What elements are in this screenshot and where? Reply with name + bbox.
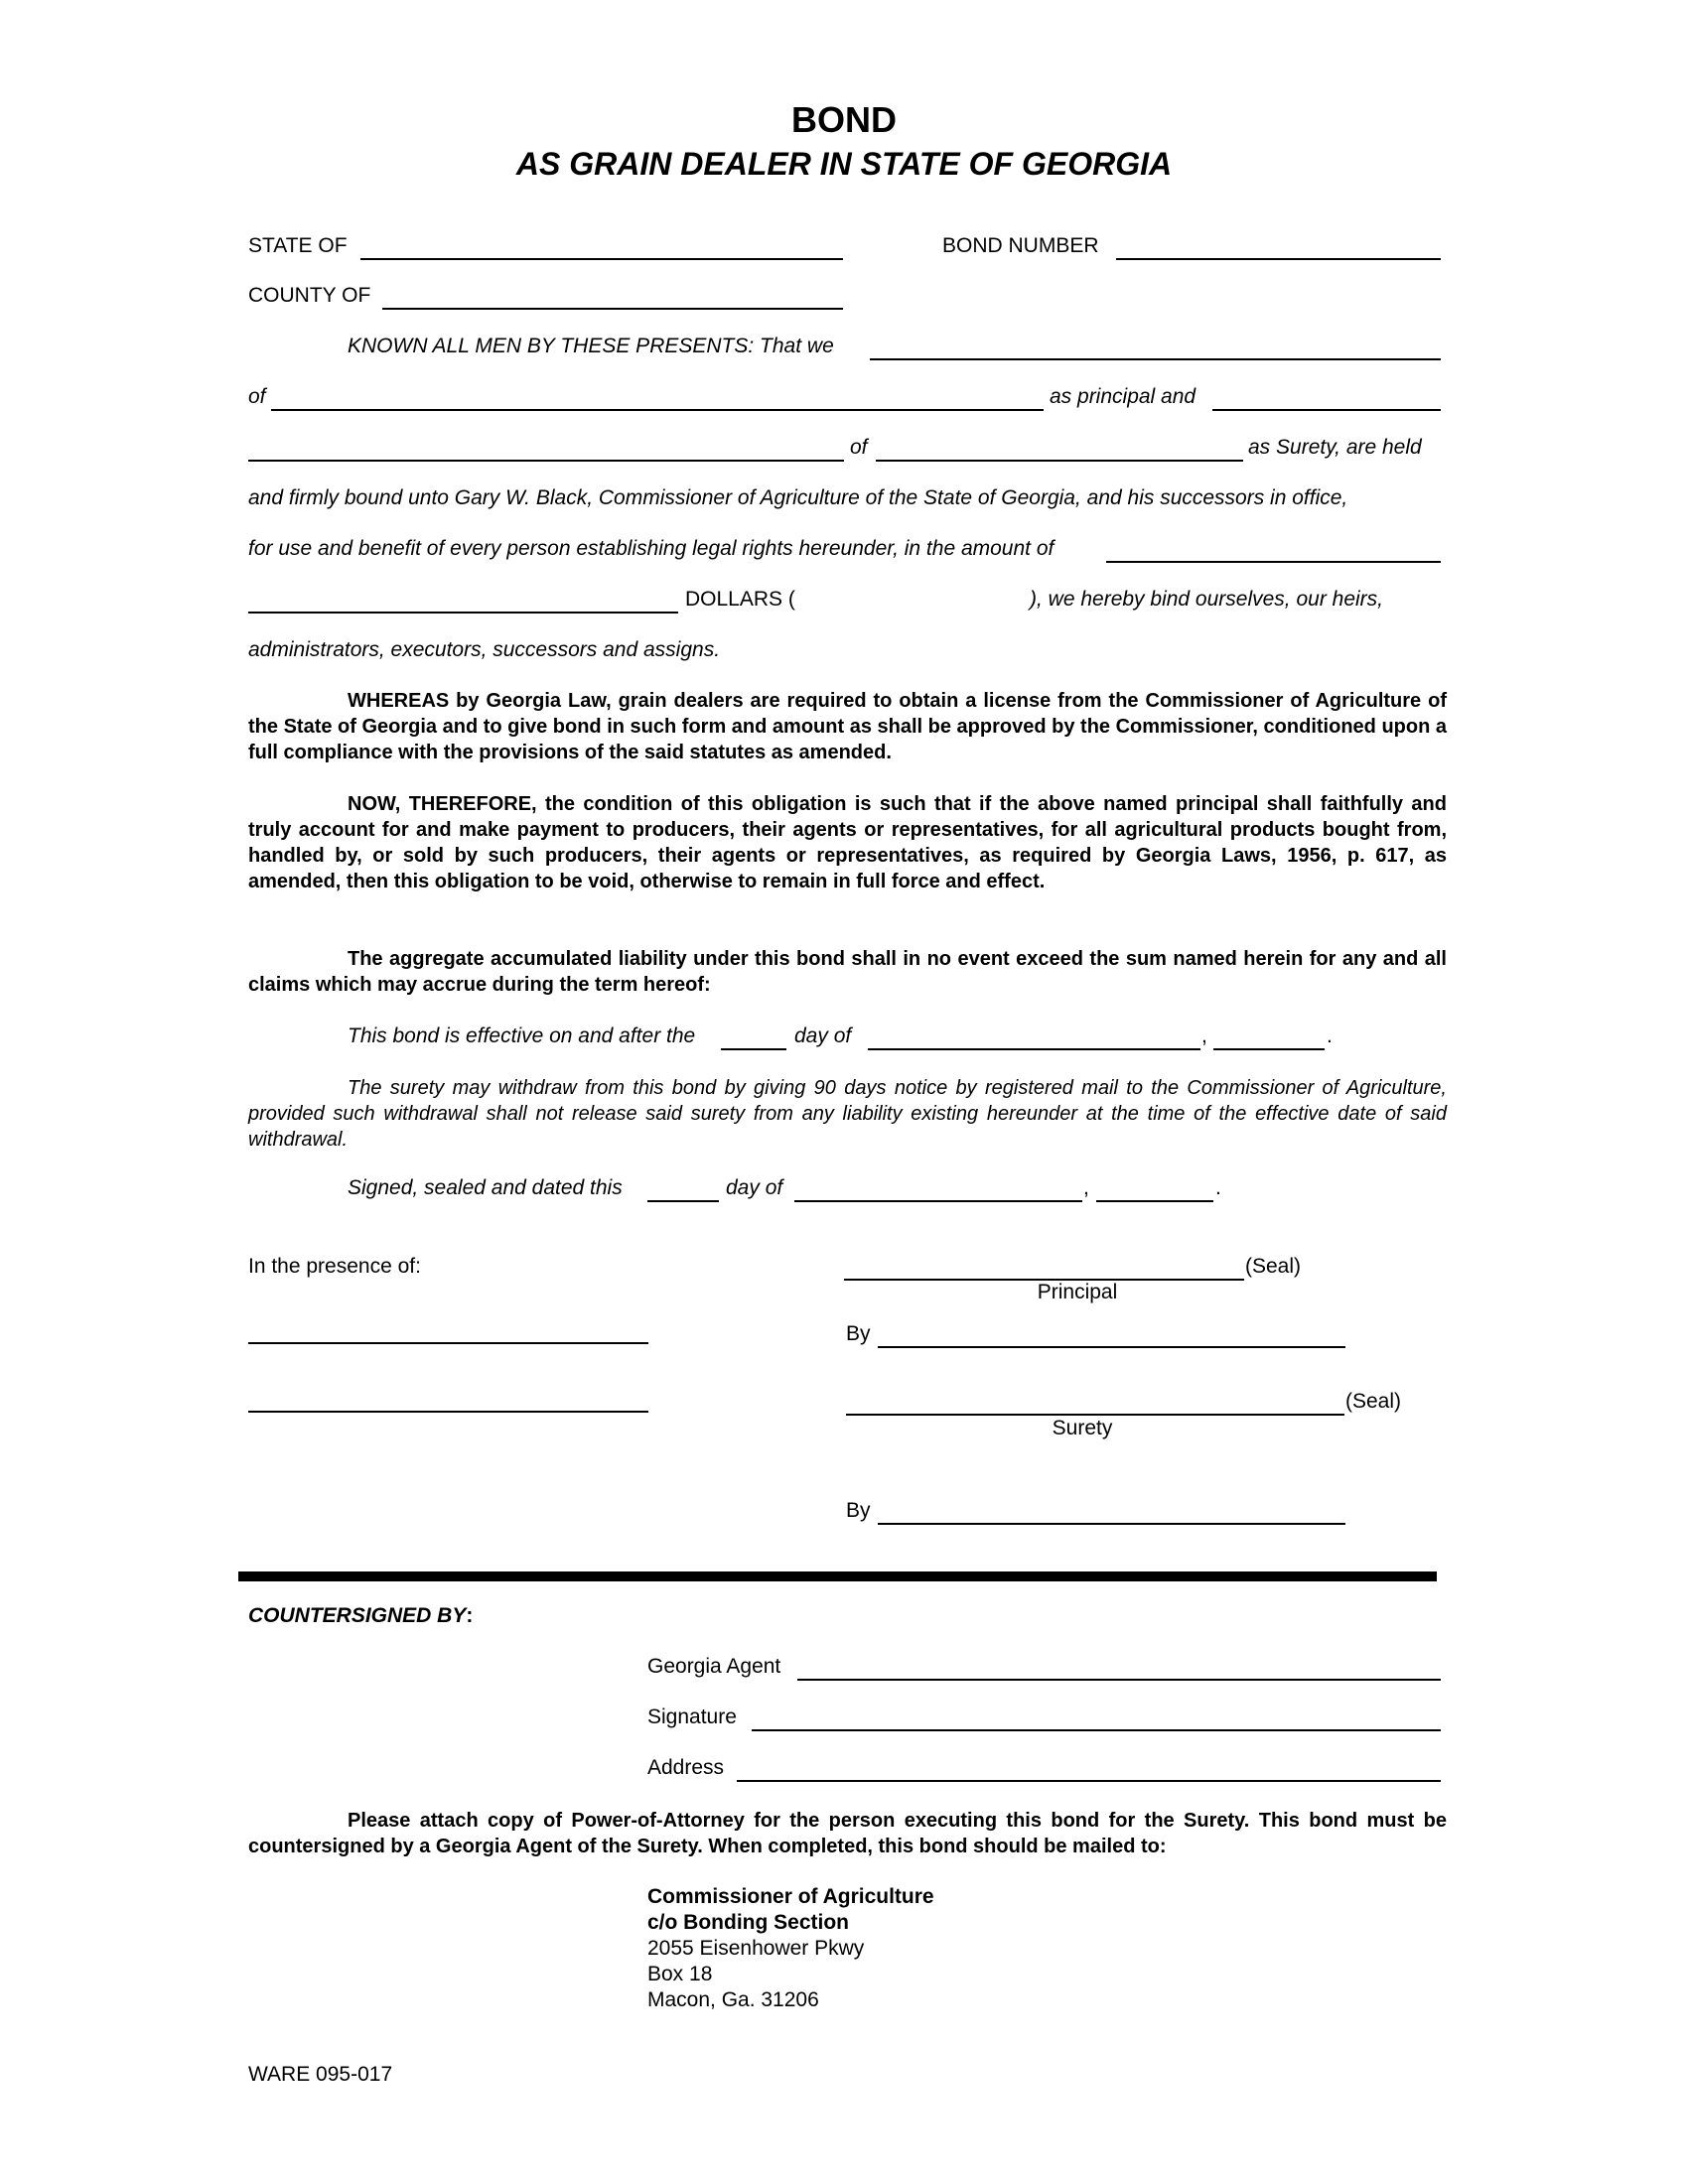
effective-day-of: day of — [794, 1024, 852, 1047]
bond-number-field[interactable] — [1116, 234, 1441, 260]
page-title: BOND — [791, 99, 897, 140]
surety-name-field[interactable] — [1212, 385, 1441, 411]
georgia-agent-field[interactable] — [797, 1655, 1441, 1681]
section-divider — [238, 1571, 1437, 1581]
signature-label: Signature — [647, 1706, 737, 1728]
of-label: of — [248, 385, 266, 408]
state-field[interactable] — [360, 234, 843, 260]
surety-by-field[interactable] — [878, 1499, 1345, 1525]
mail-line-2: c/o Bonding Section — [647, 1911, 849, 1934]
aggregate-paragraph: The aggregate accumulated liability under this bond shall in no event exceed the sum named herein for any and all claims which may accrue during the term hereof: — [248, 948, 1447, 996]
mail-line-1: Commissioner of Agriculture — [647, 1885, 934, 1908]
principal-by-field[interactable] — [878, 1322, 1345, 1348]
withdraw-paragraph: The surety may withdraw from this bond by giving 90 days notice by registered mail to the Commissioner of Agriculture, provided such withdrawal shall not release said surety from any liability existing hereunder at the time of the effective date of said withdrawal. — [248, 1077, 1447, 1151]
effective-text: This bond is effective on and after the — [348, 1024, 696, 1047]
mail-line-5: Macon, Ga. 31206 — [647, 1988, 819, 2011]
address-field[interactable] — [737, 1756, 1441, 1782]
surety-label: Surety — [1052, 1417, 1113, 1439]
signed-period: . — [1215, 1176, 1221, 1199]
principal-name-field[interactable] — [870, 335, 1441, 360]
effective-month-field[interactable] — [868, 1024, 1200, 1050]
attach-note: Please attach copy of Power-of-Attorney for the person executing this bond for the Surety. This bond must be countersigned by a Georgia Agent of the Surety. When completed, this bond should be mailed to: — [248, 1810, 1447, 1857]
signed-text: Signed, sealed and dated this — [348, 1176, 623, 1199]
surety-signature-field[interactable] — [846, 1390, 1344, 1416]
countersigned-heading: COUNTERSIGNED BY: — [248, 1604, 474, 1627]
seal-label-2: (Seal) — [1345, 1390, 1402, 1413]
form-code: WARE 095-017 — [248, 2063, 393, 2086]
mailing-address — [647, 1884, 934, 2013]
effective-comma: , — [1201, 1024, 1207, 1047]
administrators-text: administrators, executors, successors and assigns. — [248, 638, 721, 661]
as-principal-text: as principal and — [1050, 385, 1196, 408]
presence-label: In the presence of: — [248, 1255, 421, 1278]
effective-year-field[interactable] — [1213, 1024, 1325, 1050]
state-label: STATE OF — [248, 234, 348, 257]
as-surety-text: as Surety, are held — [1248, 436, 1422, 459]
effective-day-field[interactable] — [721, 1024, 786, 1050]
amount-words-field[interactable] — [1106, 537, 1441, 563]
amount-numeric-field[interactable] — [806, 588, 1025, 612]
for-use-text: for use and benefit of every person establishing legal rights hereunder, in the amount of — [248, 537, 1055, 560]
signed-year-field[interactable] — [1096, 1176, 1213, 1202]
principal-address-field[interactable] — [271, 385, 1044, 411]
surety-name-field-2[interactable] — [248, 436, 844, 462]
amount-line-field[interactable] — [248, 588, 678, 614]
dollars-label: DOLLARS ( — [685, 588, 795, 611]
signature-field[interactable] — [752, 1706, 1441, 1731]
seal-label-1: (Seal) — [1245, 1255, 1302, 1278]
now-therefore-paragraph: NOW, THEREFORE, the condition of this obligation is such that if the above named principal shall faithfully and truly account for and make payment to producers, their agents or representatives, for all agricultural products bought from, handled by, or sold by such producers, their agents or representatives, as required by Georgia Laws, 1956, p. 617, as amended, then this obligation to be void, otherwise to remain in full force and effect. — [248, 793, 1447, 892]
address-label: Address — [647, 1756, 725, 1779]
of-label-2: of — [850, 436, 868, 459]
firmly-bound-text: and firmly bound unto Gary W. Black, Commissioner of Agriculture of the State of Georgia, and his successors in office, — [248, 486, 1348, 509]
bind-ourselves-text: ), we hereby bind ourselves, our heirs, — [1030, 588, 1384, 611]
signed-day-field[interactable] — [647, 1176, 719, 1202]
county-label: COUNTY OF — [248, 284, 371, 307]
mail-line-4: Box 18 — [647, 1963, 713, 1985]
witness-line-2[interactable] — [248, 1411, 648, 1413]
signed-day-of: day of — [726, 1176, 783, 1199]
page-subtitle: AS GRAIN DEALER IN STATE OF GEORGIA — [515, 146, 1173, 182]
whereas-paragraph: WHEREAS by Georgia Law, grain dealers are required to obtain a license from the Commissioner of Agriculture of the State of Georgia and to give bond in such form and amount as shall be approved by the Commissioner, conditioned upon a full compliance with the provisions of the said statutes as amended. — [248, 690, 1447, 763]
by-label-2: By — [846, 1499, 871, 1522]
county-field[interactable] — [382, 284, 843, 310]
bond-number-label: BOND NUMBER — [942, 234, 1099, 257]
georgia-agent-label: Georgia Agent — [647, 1655, 781, 1678]
signed-month-field[interactable] — [794, 1176, 1082, 1202]
by-label-1: By — [846, 1322, 871, 1345]
witness-line-1[interactable] — [248, 1342, 648, 1344]
principal-signature-field[interactable] — [844, 1255, 1244, 1281]
signed-comma: , — [1083, 1176, 1089, 1199]
mail-line-3: 2055 Eisenhower Pkwy — [647, 1937, 865, 1960]
known-all-men-text: KNOWN ALL MEN BY THESE PRESENTS: That we — [348, 335, 834, 357]
principal-label: Principal — [1037, 1281, 1118, 1303]
surety-address-field[interactable] — [876, 436, 1243, 462]
effective-period: . — [1327, 1024, 1333, 1047]
